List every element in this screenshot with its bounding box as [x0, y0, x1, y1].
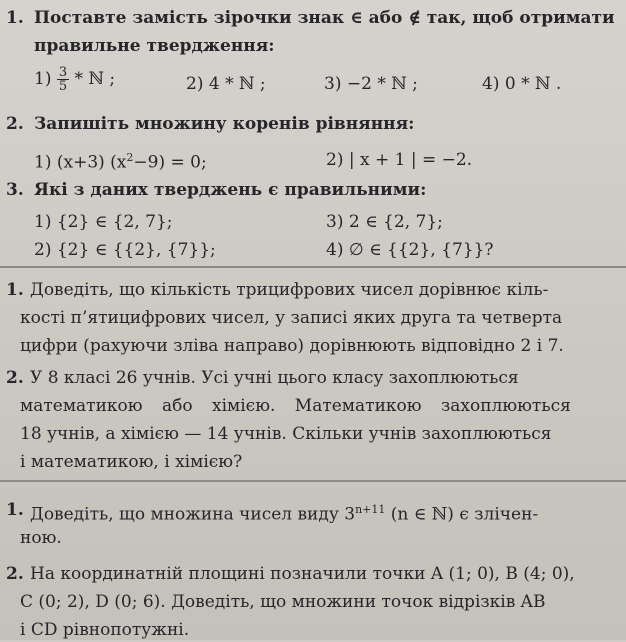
task-text: На координатній площині позначили точки A (1; 0), B (4; 0), — [30, 564, 575, 584]
task-number: 1. — [6, 280, 24, 300]
section-divider — [0, 266, 626, 268]
task-text: правильне твердження: — [34, 36, 275, 56]
task-number: 1. — [6, 8, 24, 28]
task-number: 2. — [6, 114, 24, 134]
task-number: 2. — [6, 564, 24, 584]
option-2: 2) {2} ∈ {{2}, {7}}; — [34, 240, 216, 260]
option-2: 2) | x + 1 | = −2. — [326, 150, 473, 170]
exponent: n+11 — [355, 503, 386, 516]
fraction-numerator: 3 — [58, 65, 68, 80]
equation-part: 1) (x+3) (x — [34, 152, 127, 173]
task-text: Поставте замість зірочки знак ∈ або ∉ так, щоб отримати — [34, 8, 615, 28]
exponent: 2 — [126, 151, 134, 164]
task-text: і CD рівнопотужні. — [20, 620, 190, 640]
task-text — [30, 498, 538, 527]
task-text: Запишіть множину коренів рівняння: — [34, 114, 415, 134]
task-text: Доведіть, що кількість трицифрових чисел дорівнює кіль- — [30, 280, 549, 300]
equation-part: −9) = 0; — [133, 152, 207, 173]
text-part: (n ∈ ℕ) є злічен- — [390, 504, 539, 525]
task-text: цифри (рахуючи зліва направо) дорівнюють відповідно 2 і 7. — [20, 336, 564, 356]
task-number: 3. — [6, 180, 24, 200]
option-1: 1) {2} ∈ {2, 7}; — [34, 212, 173, 232]
option-3: 3) −2 * ℕ ; — [324, 74, 418, 94]
option-4: 4) ∅ ∈ {{2}, {7}}? — [326, 240, 494, 260]
task-text: У 8 класі 26 учнів. Усі учні цього класу захоплюються — [30, 368, 519, 388]
option-1 — [34, 146, 207, 175]
option-label: 1) — [34, 69, 52, 89]
fraction-denominator: 5 — [58, 79, 68, 94]
task-text: і математикою, і хімією? — [20, 452, 243, 472]
task-text: ною. — [20, 528, 62, 548]
task-text: кості п’ятицифрових чисел, у записі яких друга та четверта — [20, 308, 563, 328]
option-1 — [34, 66, 115, 93]
task-text: 18 учнів, а хімією — 14 учнів. Скільки учнів захоплюються — [20, 424, 552, 444]
task-number: 2. — [6, 368, 24, 388]
option-2: 2) 4 * ℕ ; — [186, 74, 266, 94]
task-number: 1. — [6, 500, 24, 520]
option-text: * ℕ ; — [74, 69, 116, 89]
option-3: 3) 2 ∈ {2, 7}; — [326, 212, 443, 232]
section-divider — [0, 480, 626, 482]
task-text: математикою або хімією. Математикою захоплюються — [20, 396, 571, 416]
task-text: C (0; 2), D (0; 6). Доведіть, що множини точок відрізків AB — [20, 592, 546, 612]
fraction — [57, 66, 69, 93]
task-text: Які з даних тверджень є правильними: — [34, 180, 427, 200]
text-part: Доведіть, що множина чисел виду 3 — [30, 504, 356, 525]
option-4: 4) 0 * ℕ . — [482, 74, 562, 94]
